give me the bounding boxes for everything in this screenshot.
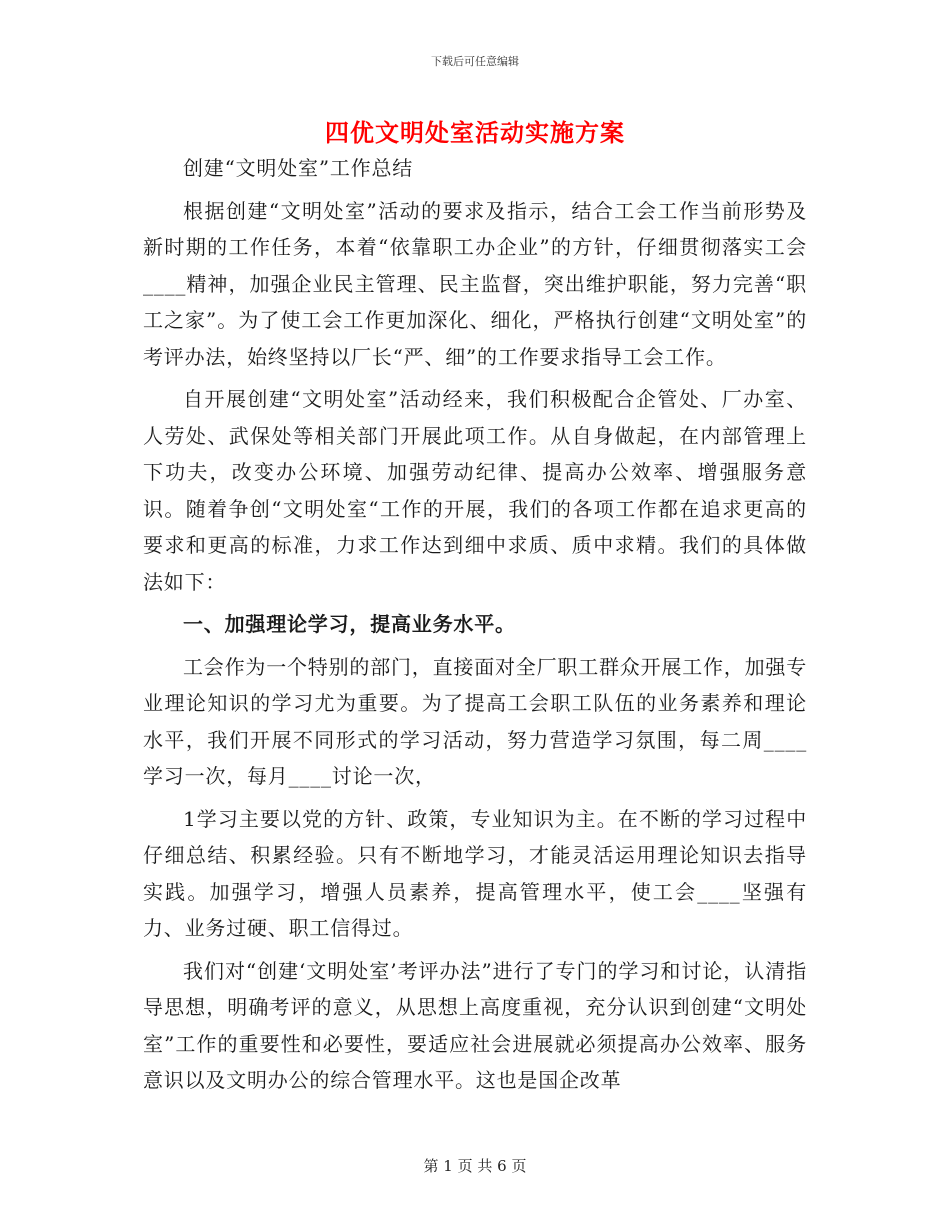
page-number: 第 1 页 共 6 页 (423, 1157, 527, 1175)
paragraph-subtitle: 创建“文明处室”工作总结 (183, 156, 414, 180)
document-title: 四优文明处室活动实施方案 (325, 118, 625, 147)
paragraph: 根据创建“文明处室”活动的要求及指示，结合工会工作当前形势及新时期的工作任务，本着“依靠职工办企业”的方针，仔细贯彻落实工会____精神，加强企业民主管理、民主监督，突出维护职能，努力完善“职工之家”。为了使工会工作更加深化、细化，严格执行创建“文明处室”的考评办法，始终坚持以厂长“严、细”的工作要求指导工会工作。 (143, 198, 807, 369)
paragraph: 我们对“创建‘文明处室’考评办法”进行了专门的学习和讨论，认清指导思想，明确考评的意义，从思想上高度重视，充分认识到创建“文明处室”工作的重要性和必要性，要适应社会进展就必须提高办公效率、服务意识以及文明办公的综合管理水平。这也是国企改革 (143, 958, 807, 1092)
paragraph: 工会作为一个特别的部门，直接面对全厂职工群众开展工作，加强专业理论知识的学习尤为重要。为了提高工会职工队伍的业务素养和理论水平，我们开展不同形式的学习活动，努力营造学习氛围，每二周____学习一次，每月____讨论一次， (143, 654, 807, 788)
document-body (143, 150, 807, 1105)
paragraph: 自开展创建“文明处室”活动经来，我们积极配合企管处、厂办室、人劳处、武保处等相关部门开展此项工作。从自身做起，在内部管理上下功夫，改变办公环境、加强劳动纪律、提高办公效率、增强服务意识。随着争创“文明处室“工作的开展，我们的各项工作都在追求更高的要求和更高的标准，力求工作达到细中求质、质中求精。我们的具体做法如下： (143, 387, 807, 594)
section-heading: 一、加强理论学习，提高业务水平。 (183, 612, 516, 636)
paragraph: 1学习主要以党的方针、政策，专业知识为主。在不断的学习过程中仔细总结、积累经验。只有不断地学习，才能灵活运用理论知识去指导实践。加强学习，增强人员素养，提高管理水平，使工会____坚强有力、业务过硬、职工信得过。 (143, 806, 807, 940)
header-note: 下载后可任意编辑 (431, 55, 519, 68)
